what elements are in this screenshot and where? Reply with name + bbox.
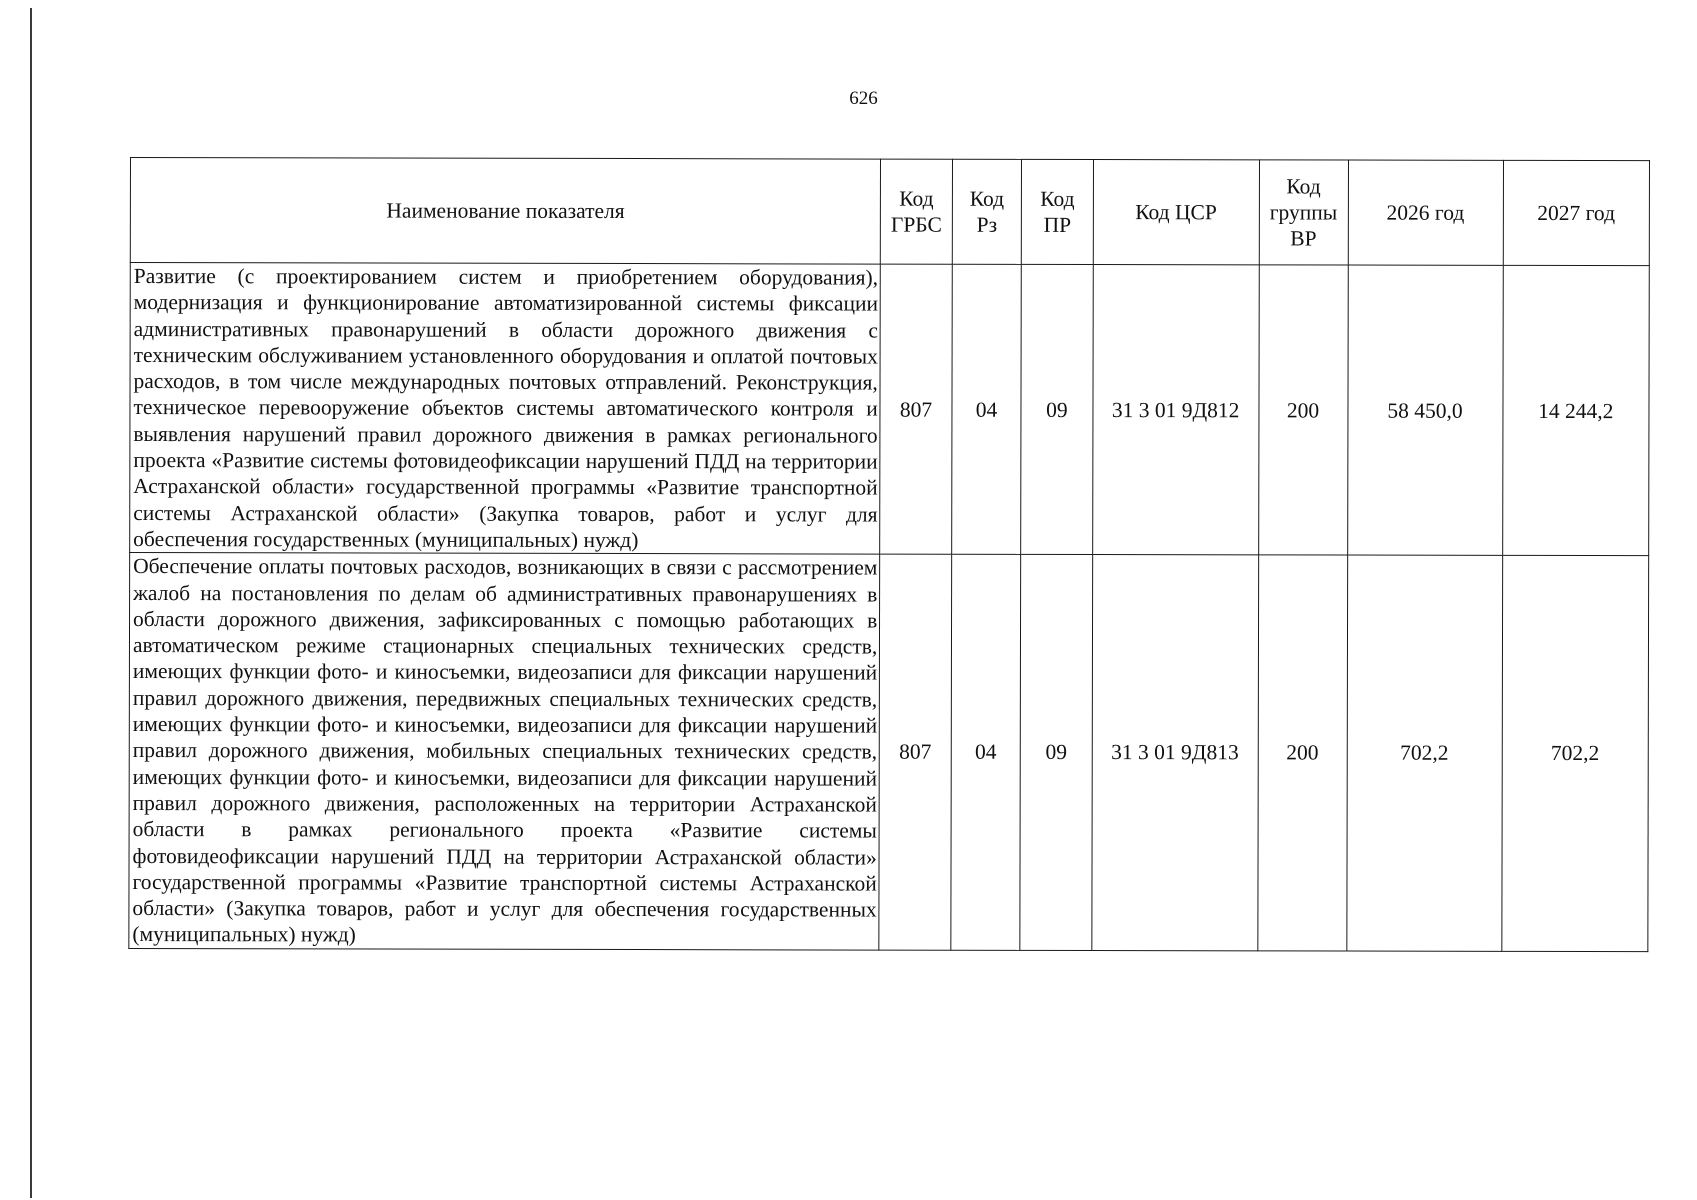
header-name: Наименование показателя	[130, 158, 880, 265]
row-csr: 31 3 01 9Д813	[1092, 555, 1259, 951]
header-grbs: Код ГРБС	[881, 159, 953, 264]
header-vr: Код группы ВР	[1259, 160, 1348, 265]
row-pr: 09	[1021, 264, 1093, 554]
table-row	[130, 263, 1650, 556]
row-name: Развитие (с проектированием систем и приобретением оборудования), модернизация и функционирование автоматизированной системы фиксации административных правонарушений в области дорожного движения с техническим обслуживанием установленного оборудования и оплатой почтовых расходов, в том числе международных почтовых отправлений. Реконструкция, техническое перевооружение объектов системы автоматического контроля и выявления нарушений правил дорожного движения в рамках регионального проекта «Развитие системы фотовидеофиксации нарушений ПДД на территории Астраханской области» государственной программы «Развитие транспортной системы Астраханской области» (Закупка товаров, работ и услуг для обеспечения государственных (муниципальных) нужд)	[130, 263, 881, 555]
table-header-row	[130, 158, 1649, 266]
row-2027: 702,2	[1501, 556, 1648, 952]
page-number: 626	[849, 88, 878, 109]
row-2027: 14 244,2	[1502, 265, 1649, 556]
row-vr: 200	[1258, 265, 1348, 555]
budget-table	[128, 157, 1650, 952]
header-csr: Код ЦСР	[1093, 160, 1259, 265]
binding-margin-line	[30, 8, 32, 1198]
row-2026: 702,2	[1346, 555, 1502, 951]
row-csr: 31 3 01 9Д812	[1092, 265, 1258, 556]
header-pr: Код ПР	[1021, 159, 1093, 264]
row-2026: 58 450,0	[1347, 265, 1503, 556]
row-pr: 09	[1020, 555, 1092, 951]
row-grbs: 807	[880, 264, 952, 554]
row-vr: 200	[1257, 555, 1347, 951]
header-2026: 2026 год	[1348, 160, 1503, 265]
row-name: Обеспечение оплаты почтовых расходов, возникающих в связи с рассмотрением жалоб на постановления по делам об административных правонарушениях в области дорожного движения, зафиксированных с помощью работающих в автоматическом режиме стационарных специальных технических средств, имеющих функции фото- и киносъемки, видеозаписи для фиксации нарушений правил дорожного движения, передвижных специальных технических средств, имеющих функции фото- и киносъемки, видеозаписи для фиксации нарушений правил дорожного движения, мобильных специальных технических средств, имеющих функции фото- и киносъемки, видеозаписи для фиксации нарушений правил дорожного движения, расположенных на территории Астраханской области в рамках регионального проекта «Развитие системы фотовидеофиксации нарушений ПДД на территории Астраханской области» государственной программы «Развитие транспортной системы Астраханской области» (Закупка товаров, работ и услуг для обеспечения государственных (муниципальных) нужд)	[129, 553, 880, 950]
header-rz: Код Рз	[952, 159, 1022, 264]
header-2027: 2027 год	[1503, 160, 1650, 265]
table-row	[129, 553, 1649, 952]
row-rz: 04	[951, 554, 1021, 950]
row-grbs: 807	[879, 554, 951, 950]
row-rz: 04	[951, 264, 1021, 554]
